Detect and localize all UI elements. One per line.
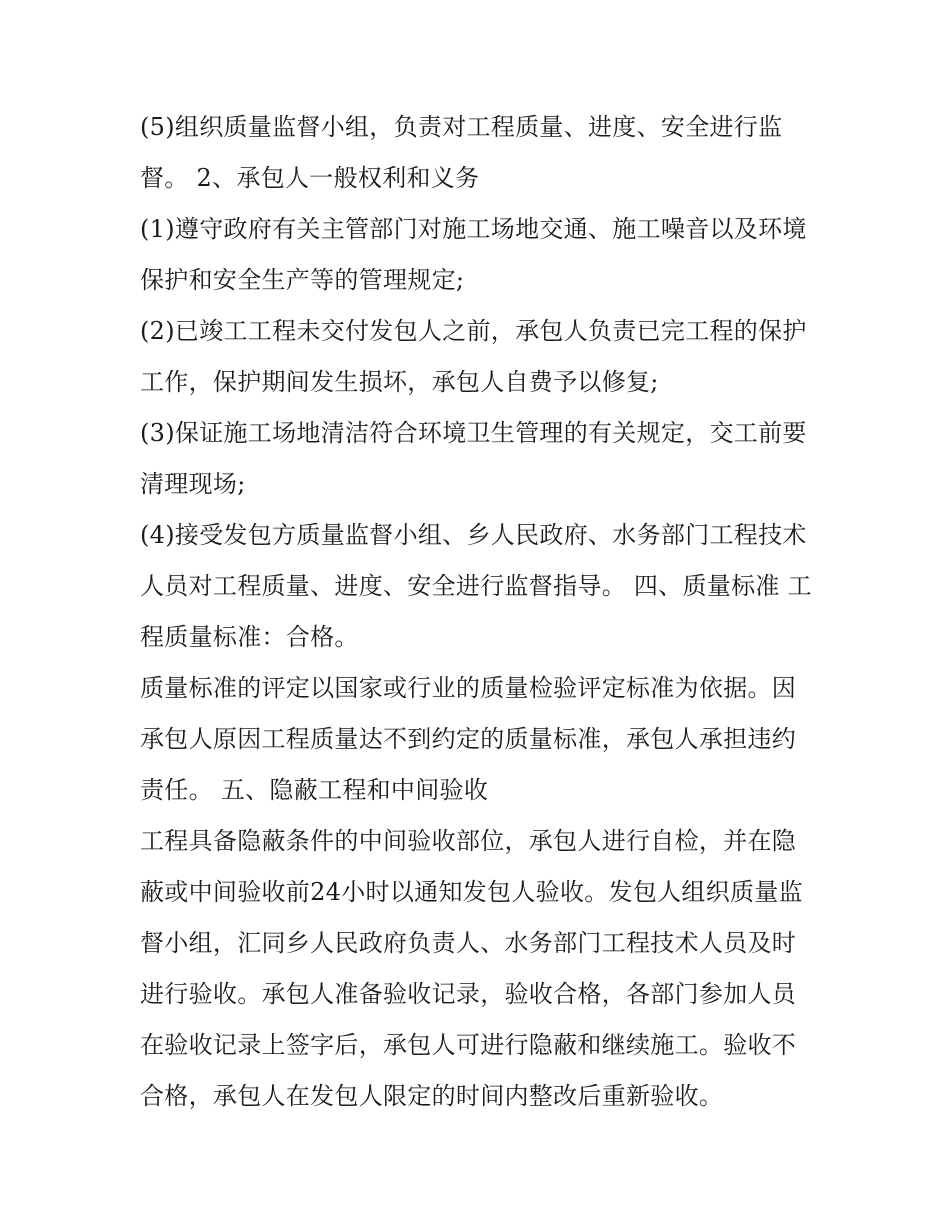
- paragraph-site-cleanliness: (3)保证施工场地清洁符合环境卫生管理的有关规定，交工前要清理现场;: [140, 419, 807, 498]
- paragraph-obey-regulations: (1)遵守政府有关主管部门对施工场地交通、施工噪音以及环境保护和安全生产等的管理规定;: [140, 215, 807, 294]
- paragraph-quality-standard: 质量标准的评定以国家或行业的质量检验评定标准为依据。因承包人原因工程质量达不到约定的质量标准，承包人承担违约责任。 五、隐蔽工程和中间验收: [140, 674, 797, 804]
- paragraph-accept-supervision: (4)接受发包方质量监督小组、乡人民政府、水务部门工程技术人员对工程质量、进度、安全进行监督指导。 四、质量标准 工程质量标准：合格。: [140, 521, 812, 651]
- document-page: [140, 102, 815, 1122]
- paragraph-concealed-works-acceptance: 工程具备隐蔽条件的中间验收部位，承包人进行自检，并在隐蔽或中间验收前24小时以通知发包人验收。发包人组织质量监督小组，汇同乡人民政府负责人、水务部门工程技术人员及时进行验收。承包人准备验收记录，验收合格，各部门参加人员在验收记录上签字后，承包人可进行隐蔽和继续施工。验收不合格，承包人在发包人限定的时间内整改后重新验收。: [140, 827, 803, 1110]
- paragraph-supervision-team: (5)组织质量监督小组，负责对工程质量、进度、安全进行监督。 2、承包人一般权利和义务: [140, 113, 783, 192]
- paragraph-protect-completed-works: (2)已竣工工程未交付发包人之前，承包人负责已完工程的保护工作，保护期间发生损坏，承包人自费予以修复;: [140, 317, 807, 396]
